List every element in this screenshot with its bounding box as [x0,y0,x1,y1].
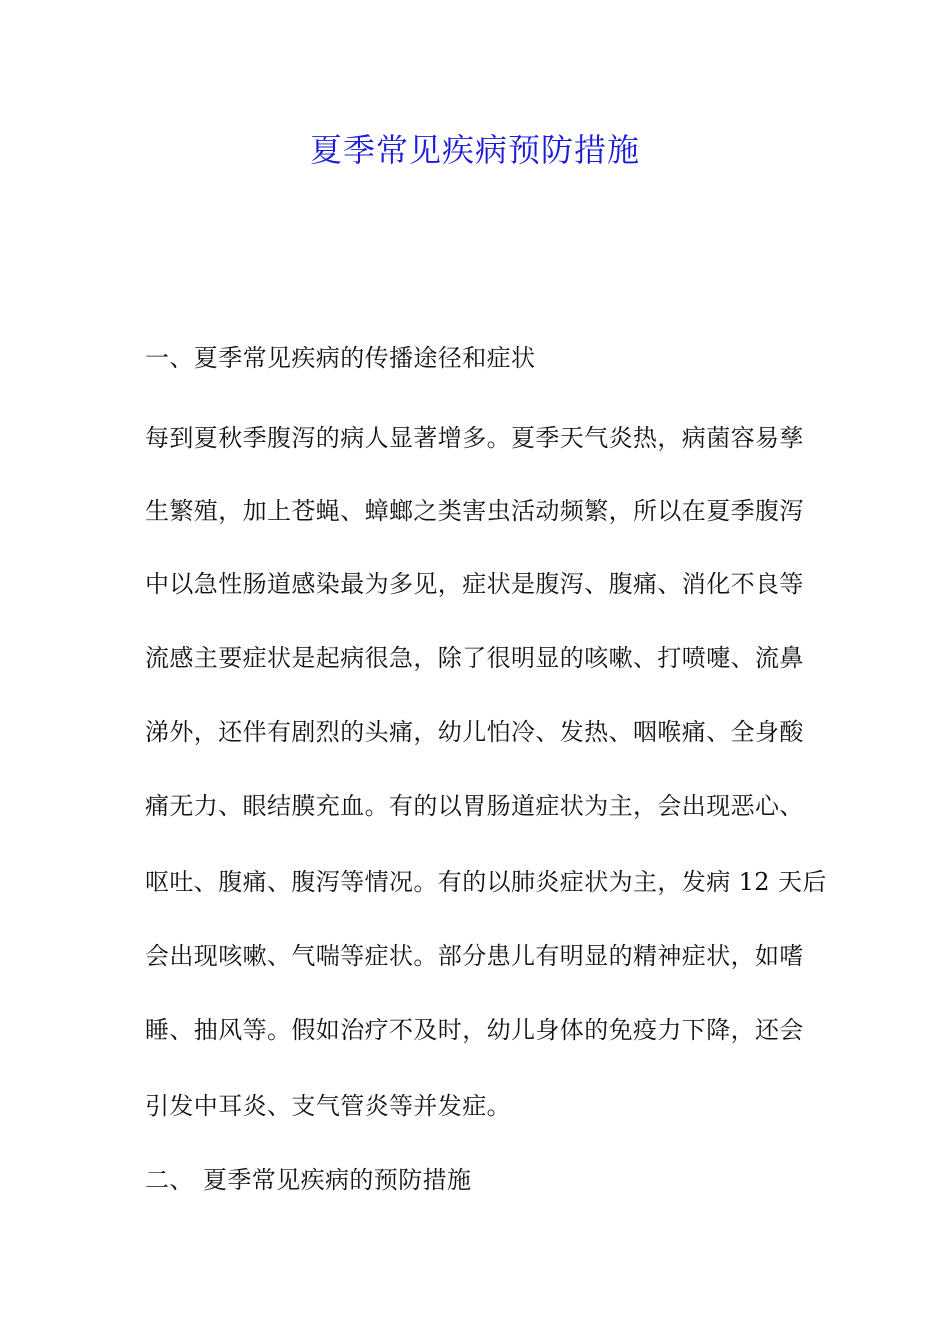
paragraph-line: 涕外，还伴有剧烈的头痛，幼儿怕冷、发热、咽喉痛、全身酸 [145,718,804,746]
paragraph-line: 睡、抽风等。假如治疗不及时，幼儿身体的免疫力下降，还会 [145,1016,804,1044]
document-title: 夏季常见疾病预防措施 [309,131,640,169]
paragraph-line: 呕吐、腹痛、腹泻等情况。有的以肺炎症状为主，发病 12 天后 [145,868,827,896]
paragraph-line: 会出现咳嗽、气喘等症状。部分患儿有明显的精神症状，如嗜 [145,942,804,970]
section-2-heading-text: 夏季常见疾病的预防措施 [203,1166,472,1194]
section-2-number: 二、 [145,1166,194,1194]
paragraph-line: 引发中耳炎、支气管炎等并发症。 [145,1092,511,1120]
section-2-heading [145,1164,810,1196]
paragraph-line: 每到夏秋季腹泻的病人显著增多。夏季天气炎热，病菌容易孳 [145,424,804,452]
paragraph-line: 痛无力、眼结膜充血。有的以胃肠道症状为主，会出现恶心、 [145,792,804,820]
paragraph-line: 流感主要症状是起病很急，除了很明显的咳嗽、打喷嚏、流鼻 [145,644,804,672]
section-1-heading: 一、夏季常见疾病的传播途径和症状 [145,344,536,372]
paragraph-line: 生繁殖，加上苍蝇、蟑螂之类害虫活动频繁，所以在夏季腹泻 [145,497,804,525]
paragraph-line: 中以急性肠道感染最为多见，症状是腹泻、腹痛、消化不良等 [145,570,804,598]
